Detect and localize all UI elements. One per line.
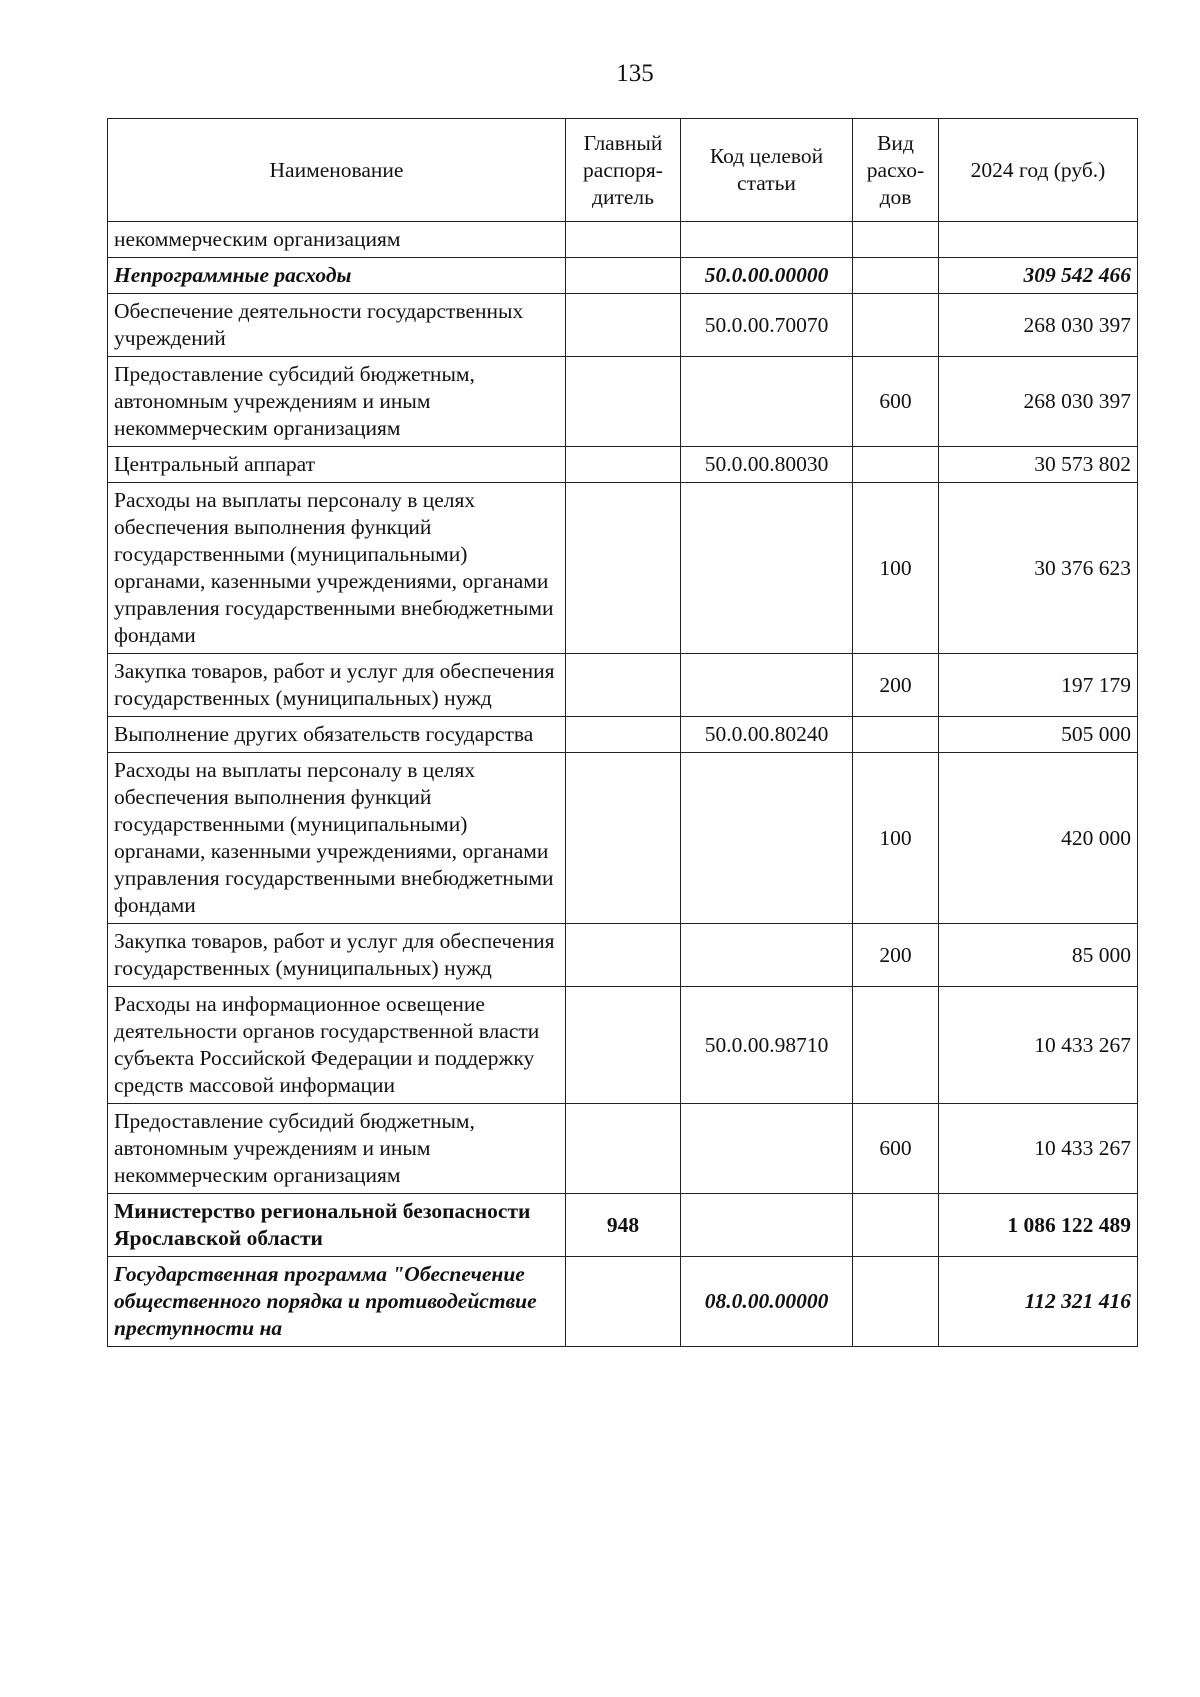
cell-name: Министерство региональной безопасности Ярославской области	[108, 1194, 566, 1257]
header-code: Код целевой статьи	[681, 119, 853, 222]
cell-name: Расходы на информационное освещение деятельности органов государственной власти субъекта Российской Федерации и поддержку средств массовой информации	[108, 987, 566, 1104]
cell-glav	[566, 357, 681, 447]
cell-sum: 10 433 267	[939, 987, 1138, 1104]
cell-vid: 600	[853, 1104, 939, 1194]
cell-sum: 505 000	[939, 717, 1138, 753]
cell-sum: 10 433 267	[939, 1104, 1138, 1194]
cell-code: 08.0.00.00000	[681, 1257, 853, 1347]
cell-name: Предоставление субсидий бюджетным, автономным учреждениям и иным некоммерческим организациям	[108, 1104, 566, 1194]
cell-code	[681, 654, 853, 717]
cell-glav	[566, 447, 681, 483]
cell-sum: 197 179	[939, 654, 1138, 717]
header-sum: 2024 год (руб.)	[939, 119, 1138, 222]
budget-table	[107, 118, 1138, 1347]
cell-code: 50.0.00.70070	[681, 294, 853, 357]
cell-sum: 268 030 397	[939, 294, 1138, 357]
cell-sum: 30 573 802	[939, 447, 1138, 483]
table-row	[108, 222, 1138, 258]
page-number: 135	[616, 60, 654, 87]
cell-name: Центральный аппарат	[108, 447, 566, 483]
cell-vid: 100	[853, 483, 939, 654]
cell-code	[681, 1194, 853, 1257]
header-vid: Вид расхо-дов	[853, 119, 939, 222]
table-row	[108, 1104, 1138, 1194]
cell-code: 50.0.00.00000	[681, 258, 853, 294]
table-row	[108, 447, 1138, 483]
cell-glav	[566, 753, 681, 924]
table-row	[108, 924, 1138, 987]
cell-vid: 200	[853, 924, 939, 987]
cell-vid: 600	[853, 357, 939, 447]
cell-sum: 30 376 623	[939, 483, 1138, 654]
cell-vid	[853, 258, 939, 294]
cell-glav	[566, 258, 681, 294]
cell-glav	[566, 1257, 681, 1347]
cell-vid	[853, 447, 939, 483]
cell-name: Непрограммные расходы	[108, 258, 566, 294]
cell-code	[681, 483, 853, 654]
header-name: Наименование	[108, 119, 566, 222]
cell-sum	[939, 222, 1138, 258]
table-row	[108, 483, 1138, 654]
cell-glav	[566, 987, 681, 1104]
table-row	[108, 258, 1138, 294]
cell-vid	[853, 294, 939, 357]
cell-code	[681, 1104, 853, 1194]
table-row	[108, 1257, 1138, 1347]
cell-code	[681, 753, 853, 924]
cell-name: Расходы на выплаты персоналу в целях обеспечения выполнения функций государственными (муниципальными) органами, казенными учреждениями, органами управления государственными внебюджетными фондами	[108, 483, 566, 654]
cell-name: некоммерческим организациям	[108, 222, 566, 258]
cell-code: 50.0.00.98710	[681, 987, 853, 1104]
cell-vid	[853, 1194, 939, 1257]
cell-name: Расходы на выплаты персоналу в целях обеспечения выполнения функций государственными (муниципальными) органами, казенными учреждениями, органами управления государственными внебюджетными фондами	[108, 753, 566, 924]
cell-glav	[566, 1104, 681, 1194]
cell-vid	[853, 1257, 939, 1347]
table-header-row	[108, 119, 1138, 222]
cell-name: Обеспечение деятельности государственных учреждений	[108, 294, 566, 357]
cell-sum: 309 542 466	[939, 258, 1138, 294]
table-row	[108, 753, 1138, 924]
cell-code	[681, 222, 853, 258]
cell-code: 50.0.00.80240	[681, 717, 853, 753]
cell-sum: 112 321 416	[939, 1257, 1138, 1347]
table-row	[108, 654, 1138, 717]
cell-name: Закупка товаров, работ и услуг для обеспечения государственных (муниципальных) нужд	[108, 654, 566, 717]
cell-code	[681, 357, 853, 447]
cell-vid: 100	[853, 753, 939, 924]
cell-sum: 85 000	[939, 924, 1138, 987]
cell-glav	[566, 717, 681, 753]
cell-vid	[853, 222, 939, 258]
cell-code: 50.0.00.80030	[681, 447, 853, 483]
table-row	[108, 1194, 1138, 1257]
table-row	[108, 717, 1138, 753]
cell-glav	[566, 924, 681, 987]
cell-name: Государственная программа "Обеспечение общественного порядка и противодействие преступности на	[108, 1257, 566, 1347]
cell-glav	[566, 654, 681, 717]
cell-sum: 420 000	[939, 753, 1138, 924]
cell-name: Закупка товаров, работ и услуг для обеспечения государственных (муниципальных) нужд	[108, 924, 566, 987]
cell-vid	[853, 717, 939, 753]
table-body	[108, 222, 1138, 1347]
cell-code	[681, 924, 853, 987]
cell-glav	[566, 483, 681, 654]
cell-name: Предоставление субсидий бюджетным, автономным учреждениям и иным некоммерческим организациям	[108, 357, 566, 447]
cell-vid	[853, 987, 939, 1104]
cell-vid: 200	[853, 654, 939, 717]
cell-name: Выполнение других обязательств государства	[108, 717, 566, 753]
cell-sum: 1 086 122 489	[939, 1194, 1138, 1257]
header-glav: Главный распоря-дитель	[566, 119, 681, 222]
cell-sum: 268 030 397	[939, 357, 1138, 447]
cell-glav: 948	[566, 1194, 681, 1257]
cell-glav	[566, 222, 681, 258]
table-row	[108, 294, 1138, 357]
cell-glav	[566, 294, 681, 357]
table-row	[108, 987, 1138, 1104]
table-row	[108, 357, 1138, 447]
